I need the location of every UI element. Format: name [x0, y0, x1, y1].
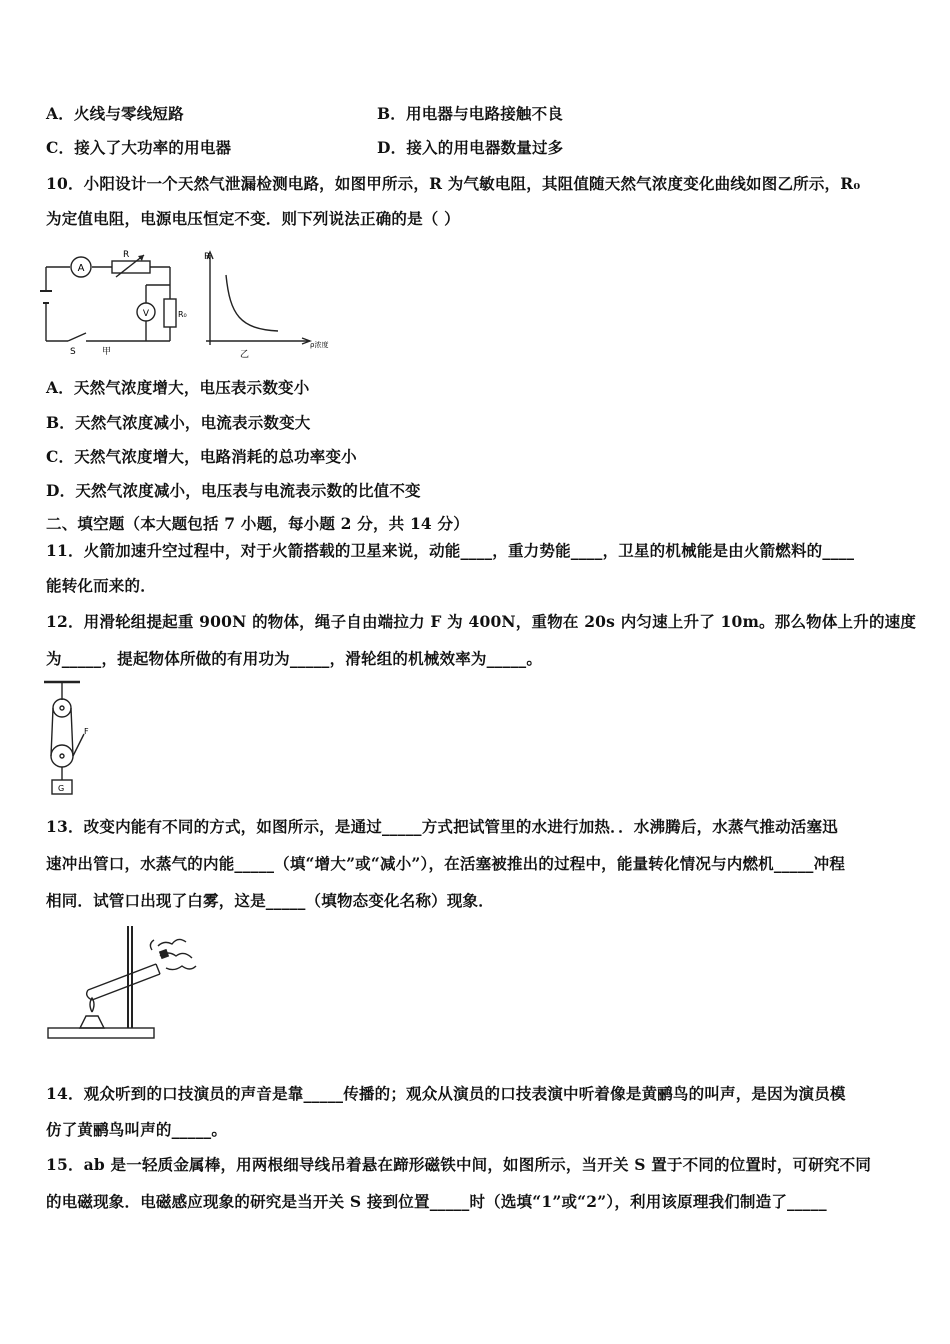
q13-line3: 相同．试管口出现了白雾，这是_____（填物态变化名称）现象．: [46, 891, 494, 910]
q9-option-a: A．火线与零线短路: [46, 104, 184, 123]
q9-option-c: C．接入了大功率的用电器: [46, 138, 232, 157]
voltmeter-label: V: [142, 309, 150, 319]
q11-line1: 11．火箭加速升空过程中，对于火箭搭载的卫星来说，动能____，重力势能____，卫星的机械能是由火箭燃料的____: [46, 541, 855, 560]
q12-line1: 12．用滑轮组提起重 900N 的物体，绳子自由端拉力 F 为 400N，重物在 20s 内匀速上升了 10m。那么物体上升的速度: [46, 612, 917, 631]
q14-line2: 仿了黄鹂鸟叫声的_____。: [46, 1120, 228, 1139]
q10-option-b: B．天然气浓度减小，电流表示数变大: [46, 413, 311, 432]
pulley-block-label: G: [58, 784, 65, 793]
q12-line2: 为_____，提起物体所做的有用功为_____，滑轮组的机械效率为_____。: [46, 649, 543, 668]
resistor-label: R: [123, 250, 130, 260]
q10-option-d: D．天然气浓度减小，电压表与电流表示数的比值不变: [46, 481, 421, 500]
q10-option-c: C．天然气浓度增大，电路消耗的总功率变小: [46, 447, 357, 466]
q10-figure: [40, 245, 350, 360]
q15-line1: 15．ab 是一轻质金属棒，用两根细导线吊着悬在蹄形磁铁中间，如图所示，当开关 S 置于不同的位置时，可研究不同: [46, 1155, 872, 1174]
q10-stem-line2: 为定值电阻，电源电压恒定不变．则下列说法正确的是（ ）: [46, 209, 460, 228]
q13-line2: 速冲出管口，水蒸气的内能_____（填“增大”或“减小”），在活塞被推出的过程中，能量转化情况与内燃机_____冲程: [46, 854, 846, 873]
r0-label: R₀: [178, 310, 187, 319]
graph-y-label: R: [204, 252, 211, 262]
section-heading: 二、填空题（本大题包括 7 小题，每小题 2 分，共 14 分）: [46, 514, 469, 533]
q10-stem-line1: 10．小阳设计一个天然气泄漏检测电路，如图甲所示，R 为气敏电阻，其阻值随天然气浓度变化曲线如图乙所示，R₀: [46, 174, 861, 193]
test-tube-figure: [40, 920, 210, 1048]
q15-line2: 的电磁现象．电磁感应现象的研究是当开关 S 接到位置_____时（选填“1”或“2”），利用该原理我们制造了_____: [46, 1192, 827, 1211]
pulley-force-label: F: [84, 727, 89, 736]
circuit-caption: 甲: [102, 347, 112, 357]
q10-option-a: A．天然气浓度增大，电压表示数变小: [46, 378, 310, 397]
graph-caption: 乙: [240, 350, 250, 360]
ammeter-label: A: [77, 263, 85, 274]
q14-line1: 14．观众听到的口技演员的声音是靠_____传播的；观众从演员的口技表演中听着像是黄鹂鸟的叫声，是因为演员模: [46, 1084, 846, 1103]
q13-line1: 13．改变内能有不同的方式，如图所示，是通过_____方式把试管里的水进行加热．．水沸腾后，水蒸气推动活塞迅: [46, 817, 838, 836]
q9-option-d: D．接入的用电器数量过多: [377, 138, 564, 157]
q11-line2: 能转化而来的．: [46, 576, 156, 595]
pulley-figure: [40, 676, 100, 798]
graph-x-label: ρ浓度: [310, 341, 329, 349]
switch-label: S: [70, 347, 76, 357]
q9-option-b: B．用电器与电路接触不良: [377, 104, 564, 123]
